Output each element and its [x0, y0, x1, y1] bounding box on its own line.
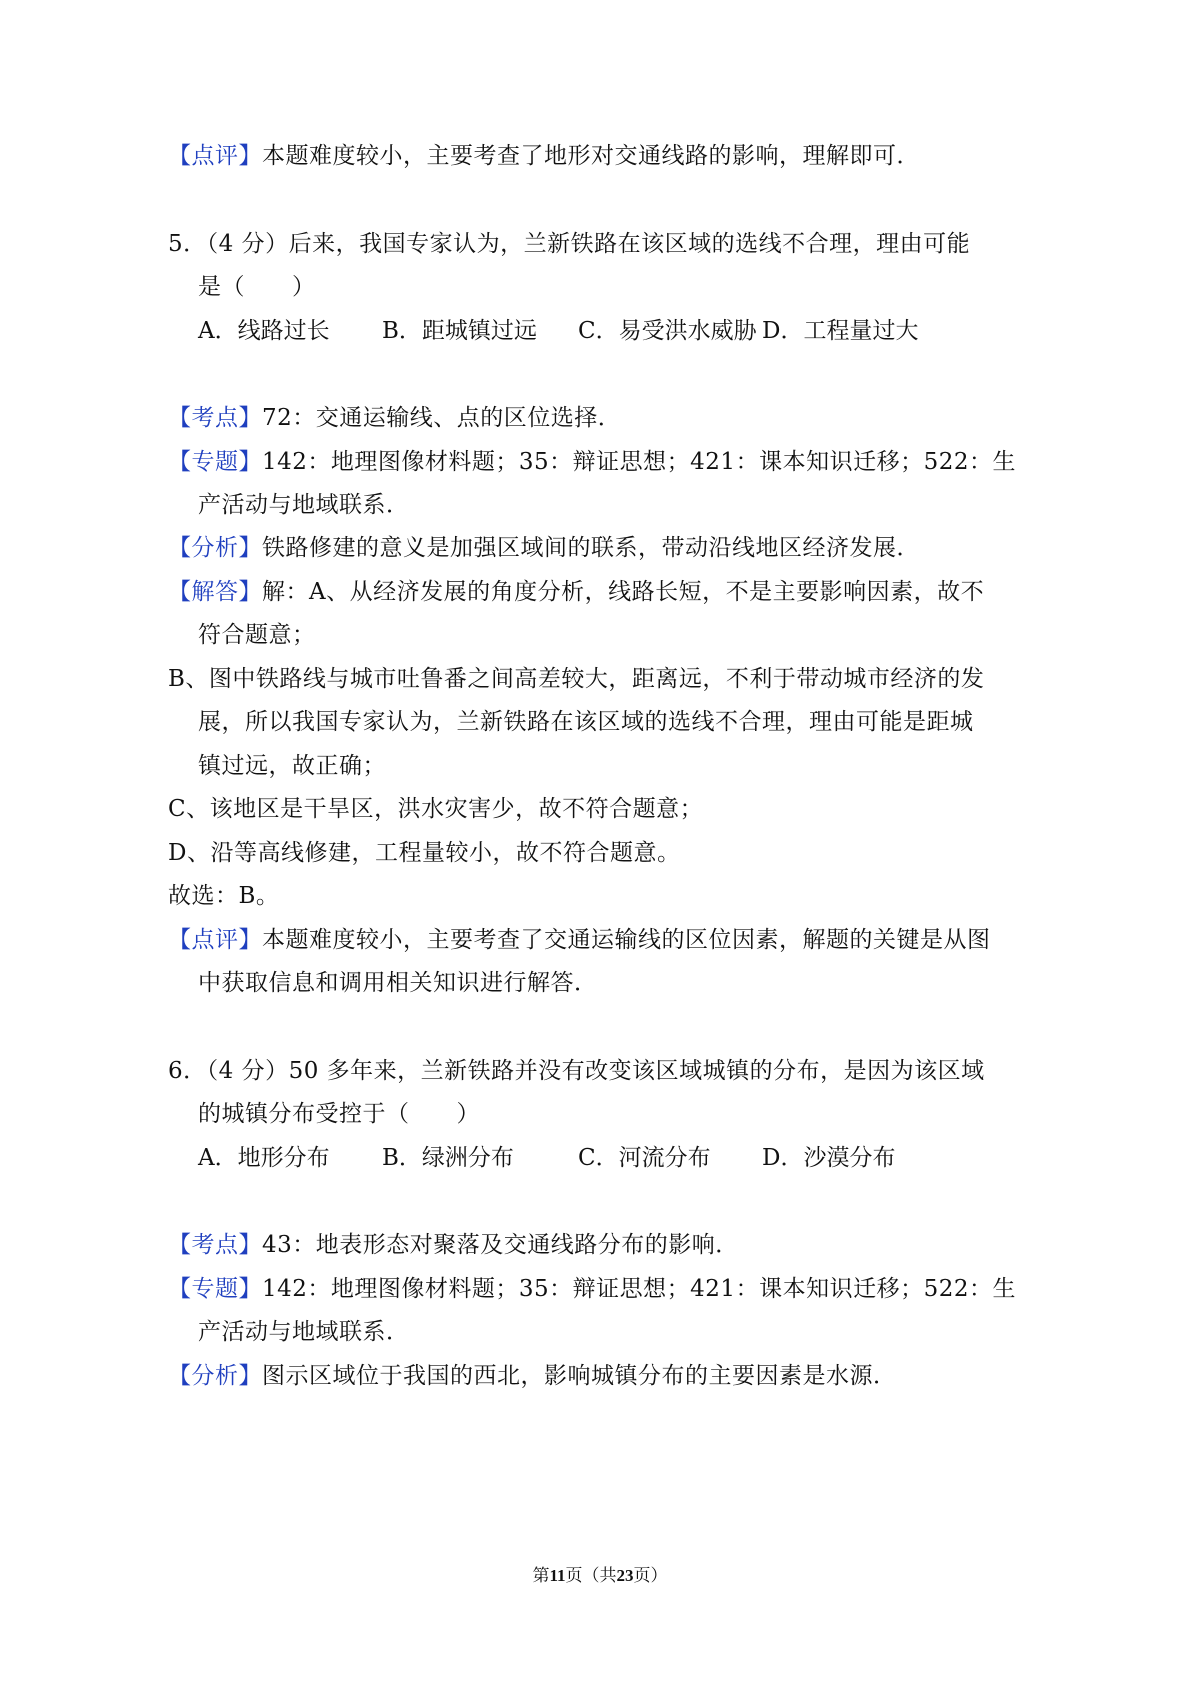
- q5-choice-line: 故选：B。: [168, 883, 280, 909]
- q6-topic-line1: [168, 1274, 1016, 1304]
- topic-tag: 【专题】: [168, 1276, 262, 1302]
- q5-stem-line1: 5．（4 分）后来，我国专家认为，兰新铁路在该区域的选线不合理，理由可能: [168, 231, 971, 257]
- q5-comment-line2: 中获取信息和调用相关知识进行解答．: [198, 970, 598, 996]
- q6-option-b: B．绿洲分布: [382, 1145, 514, 1171]
- footer-total-pages: 23: [616, 1566, 634, 1585]
- q5-point-line: [168, 403, 621, 433]
- q6-stem-line2: 的城镇分布受控于（ ）: [198, 1101, 480, 1127]
- q5-comment-text1: 本题难度较小，主要考查了交通运输线的区位因素，解题的关键是从图: [262, 927, 991, 953]
- footer-prefix: 第: [532, 1566, 550, 1586]
- q5-option-a: A．线路过长: [198, 318, 330, 344]
- comment-line: [168, 141, 920, 171]
- q6-topic-line2: 产活动与地域联系．: [198, 1319, 410, 1345]
- comment-tag: 【点评】: [168, 143, 262, 169]
- q6-point-text: 43：地表形态对聚落及交通线路分布的影响．: [262, 1232, 739, 1258]
- q5-b-line1: B、图中铁路线与城市吐鲁番之间高差较大，距离远，不利于带动城市经济的发: [168, 666, 985, 692]
- q5-option-c: C．易受洪水威胁: [578, 318, 757, 344]
- q5-b-line2: 展，所以我国专家认为，兰新铁路在该区域的选线不合理，理由可能是距城: [198, 709, 974, 735]
- analysis-tag: 【分析】: [168, 535, 262, 561]
- comment-tag: 【点评】: [168, 927, 262, 953]
- q5-option-b: B．距城镇过远: [382, 318, 537, 344]
- q5-answer-line2: 符合题意；: [198, 622, 316, 648]
- q6-point-line: [168, 1230, 739, 1260]
- q6-option-c: C．河流分布: [578, 1145, 711, 1171]
- topic-tag: 【专题】: [168, 449, 262, 475]
- q5-d-line: D、沿等高线修建，工程量较小，故不符合题意。: [168, 840, 681, 866]
- q5-option-d: D．工程量过大: [762, 318, 919, 344]
- page-footer: [0, 1564, 1200, 1588]
- q5-comment-line1: [168, 925, 991, 955]
- footer-page-number: 11: [549, 1566, 566, 1585]
- analysis-tag: 【分析】: [168, 1363, 262, 1389]
- point-tag: 【考点】: [168, 1232, 262, 1258]
- answer-tag: 【解答】: [168, 579, 262, 605]
- q6-analysis-text: 图示区域位于我国的西北，影响城镇分布的主要因素是水源．: [262, 1363, 897, 1389]
- q6-topic-text1: 142：地理图像材料题；35：辩证思想；421：课本知识迁移；522：生: [262, 1276, 1016, 1302]
- q6-stem-line1: 6．（4 分）50 多年来，兰新铁路并没有改变该区域城镇的分布，是因为该区域: [168, 1058, 985, 1084]
- q6-option-a: A．地形分布: [198, 1145, 330, 1171]
- point-tag: 【考点】: [168, 405, 262, 431]
- q5-c-line: C、该地区是干旱区，洪水灾害少，故不符合题意；: [168, 796, 704, 822]
- q5-stem-line2: 是（ ）: [198, 274, 316, 300]
- q5-b-line3: 镇过远，故正确；: [198, 753, 386, 779]
- q5-answer-line1: [168, 577, 984, 607]
- footer-suffix: 页）: [633, 1566, 668, 1586]
- q5-topic-line2: 产活动与地域联系．: [198, 492, 410, 518]
- q5-analysis-text: 铁路修建的意义是加强区域间的联系，带动沿线地区经济发展．: [262, 535, 920, 561]
- q6-option-d: D．沙漠分布: [762, 1145, 896, 1171]
- q5-answer-text1: 解：A、从经济发展的角度分析，线路长短，不是主要影响因素，故不: [262, 579, 985, 605]
- q6-analysis-line: [168, 1361, 897, 1391]
- q5-topic-line1: [168, 447, 1016, 477]
- q5-topic-text1: 142：地理图像材料题；35：辩证思想；421：课本知识迁移；522：生: [262, 449, 1016, 475]
- q5-point-text: 72：交通运输线、点的区位选择．: [262, 405, 622, 431]
- comment-text: 本题难度较小，主要考查了地形对交通线路的影响，理解即可．: [262, 143, 920, 169]
- footer-middle: 页（共: [565, 1566, 617, 1586]
- q5-analysis-line: [168, 533, 920, 563]
